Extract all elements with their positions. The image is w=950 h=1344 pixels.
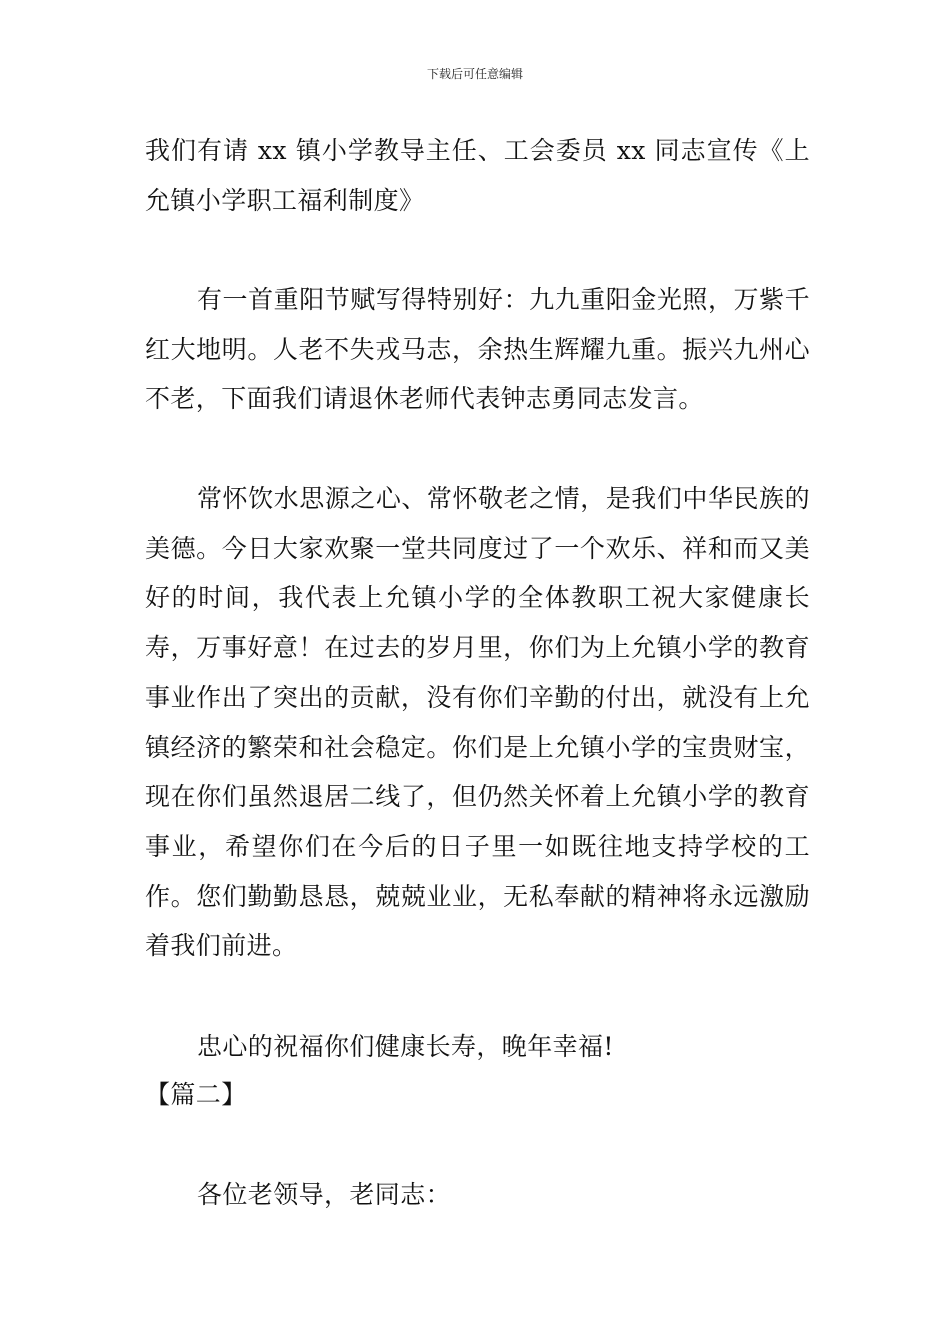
section-heading-block [145,1070,810,1120]
page-header: 下载后可任意编辑 [426,67,523,81]
paragraph-poem: 有一首重阳节赋写得特别好：九九重阳金光照，万紫千红大地明。人老不失戎马志，余热生辉耀九重。振兴九州心不老，下面我们请退休老师代表钟志勇同志发言。 [145,285,810,414]
section-heading: 【篇二】 [145,1080,247,1109]
paragraph-greeting: 各位老领导，老同志： [197,1180,452,1209]
paragraph-blessing-block [145,1022,810,1072]
paragraph-intro: 我们有请 xx 镇小学教导主任、工会委员 xx 同志宣传《上允镇小学职工福利制度》 [145,136,810,215]
paragraph-blessing: 忠心的祝福你们健康长寿，晚年幸福! [197,1032,614,1061]
paragraph-poem-block [145,275,810,424]
paragraph-speech: 常怀饮水思源之心、常怀敬老之情，是我们中华民族的美德。今日大家欢聚一堂共同度过了一个欢乐、祥和而又美好的时间，我代表上允镇小学的全体教职工祝大家健康长寿，万事好意！在过去的岁月里，你们为上允镇小学的教育事业作出了突出的贡献，没有你们辛勤的付出，就没有上允镇经济的繁荣和社会稳定。你们是上允镇小学的宝贵财宝，现在你们虽然退居二线了，但仍然关怀着上允镇小学的教育事业，希望你们在今后的日子里一如既往地支持学校的工作。您们勤勤恳恳，兢兢业业，无私奉献的精神将永远激励着我们前进。 [145,484,810,961]
paragraph-greeting-block [145,1170,810,1220]
paragraph-speech-block [145,474,810,971]
paragraph-intro-block [145,126,810,225]
